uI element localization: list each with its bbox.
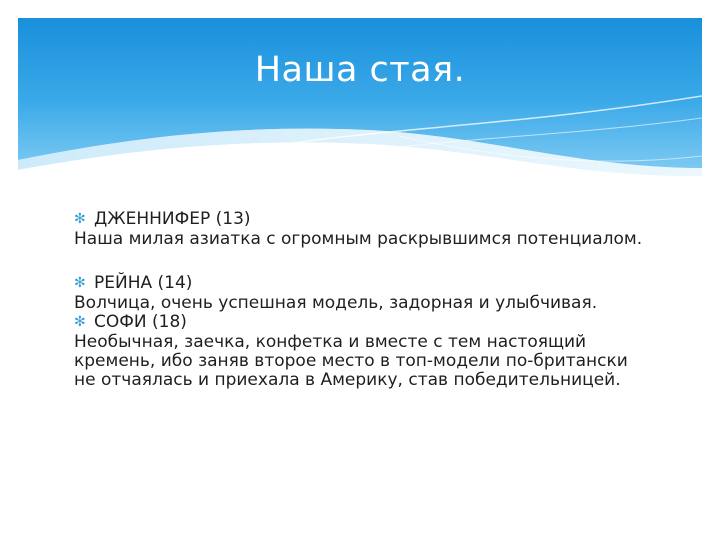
header-banner: [18, 18, 702, 208]
item-heading-text: ДЖЕННИФЕР (13): [94, 209, 251, 229]
list-item: [74, 313, 654, 390]
item-heading: [74, 210, 654, 230]
asterisk-bullet-icon: ✻: [74, 211, 86, 227]
list-item: [74, 210, 654, 249]
item-heading-text: РЕЙНА (14): [94, 273, 193, 293]
content-list: [74, 210, 654, 390]
header-wave-graphic: [18, 18, 702, 208]
item-description: Необычная, заечка, конфетка и вместе с тем настоящий кремень, ибо заняв второе место в топ-модели по-британски не отчаялась и приехала в Америку, став победительницей.: [74, 332, 628, 390]
item-heading: [74, 274, 654, 294]
item-heading-text: СОФИ (18): [94, 312, 187, 332]
list-item: [74, 274, 654, 313]
item-description: Наша милая азиатка с огромным раскрывшимся потенциалом.: [74, 229, 643, 249]
asterisk-bullet-icon: ✻: [74, 275, 86, 291]
item-description: Волчица, очень успешная модель, задорная и улыбчивая.: [74, 293, 598, 313]
asterisk-bullet-icon: ✻: [74, 314, 86, 330]
slide-title: Наша стая.: [254, 50, 466, 90]
item-heading: [74, 313, 654, 333]
